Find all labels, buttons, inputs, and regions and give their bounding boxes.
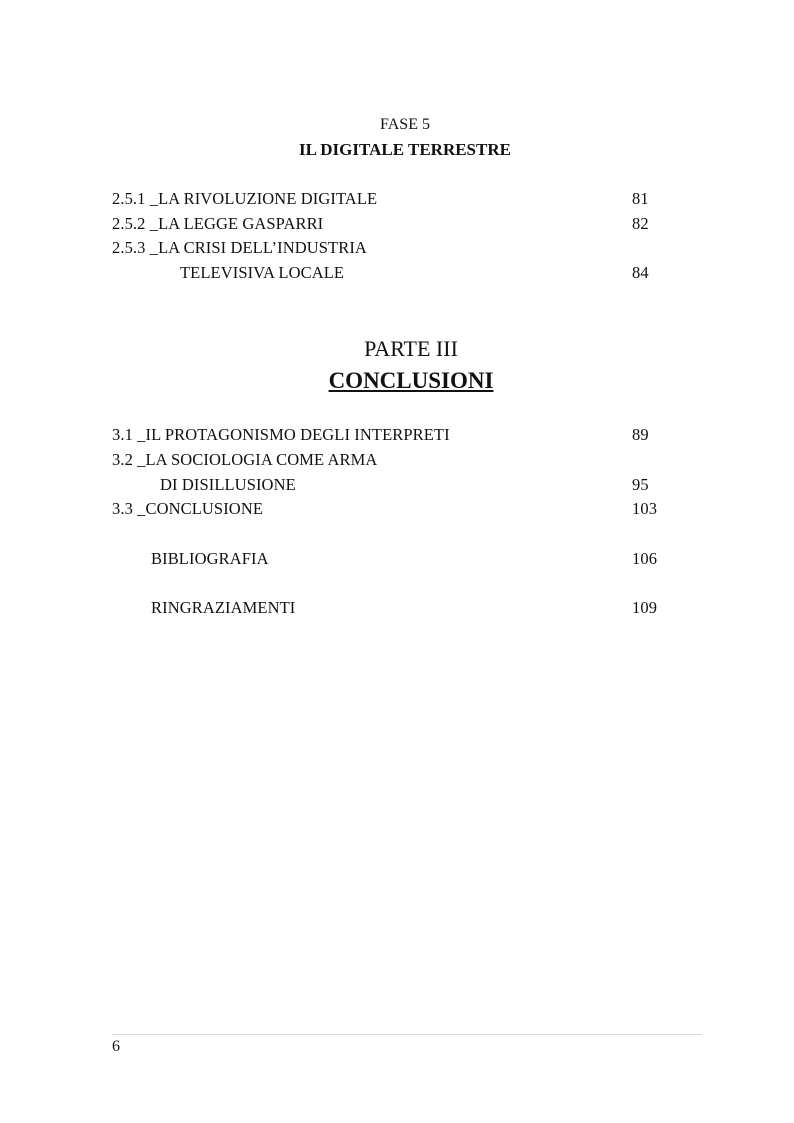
toc-entry-title: 2.5.3 _LA CRISI DELL’INDUSTRIA [112,238,367,257]
toc-entry-title: 2.5.1 _LA RIVOLUZIONE DIGITALE [112,189,378,208]
section-label: FASE 5 [380,116,430,133]
toc-entry-page: 95 [632,475,649,494]
toc-entry-page: 103 [632,499,658,518]
toc-acknowledgements-title: RINGRAZIAMENTI [151,598,296,617]
section-title: IL DIGITALE TERRESTRE [299,140,511,159]
toc-entry-continuation: DI DISILLUSIONE [160,475,296,494]
page-number: 6 [112,1038,120,1055]
toc-bibliography-title: BIBLIOGRAFIA [151,549,269,568]
footer-divider [112,1034,702,1035]
toc-bibliography-page: 106 [632,549,658,568]
toc-acknowledgements-page: 109 [632,598,658,617]
toc-entry-continuation: TELEVISIVA LOCALE [180,263,345,282]
toc-entry-title: 3.3 _CONCLUSIONE [112,499,264,518]
toc-entry-page: 81 [632,189,649,208]
toc-entry-page: 82 [632,214,649,233]
toc-entry-title: 2.5.2 _LA LEGGE GASPARRI [112,214,324,233]
part-title: CONCLUSIONI [328,368,494,393]
part-label: PARTE III [364,336,458,361]
toc-entry-title: 3.1 _IL PROTAGONISMO DEGLI INTERPRETI [112,425,450,444]
toc-entry-page: 89 [632,425,649,444]
toc-entry-title: 3.2 _LA SOCIOLOGIA COME ARMA [112,450,378,469]
toc-entry-page: 84 [632,263,649,282]
